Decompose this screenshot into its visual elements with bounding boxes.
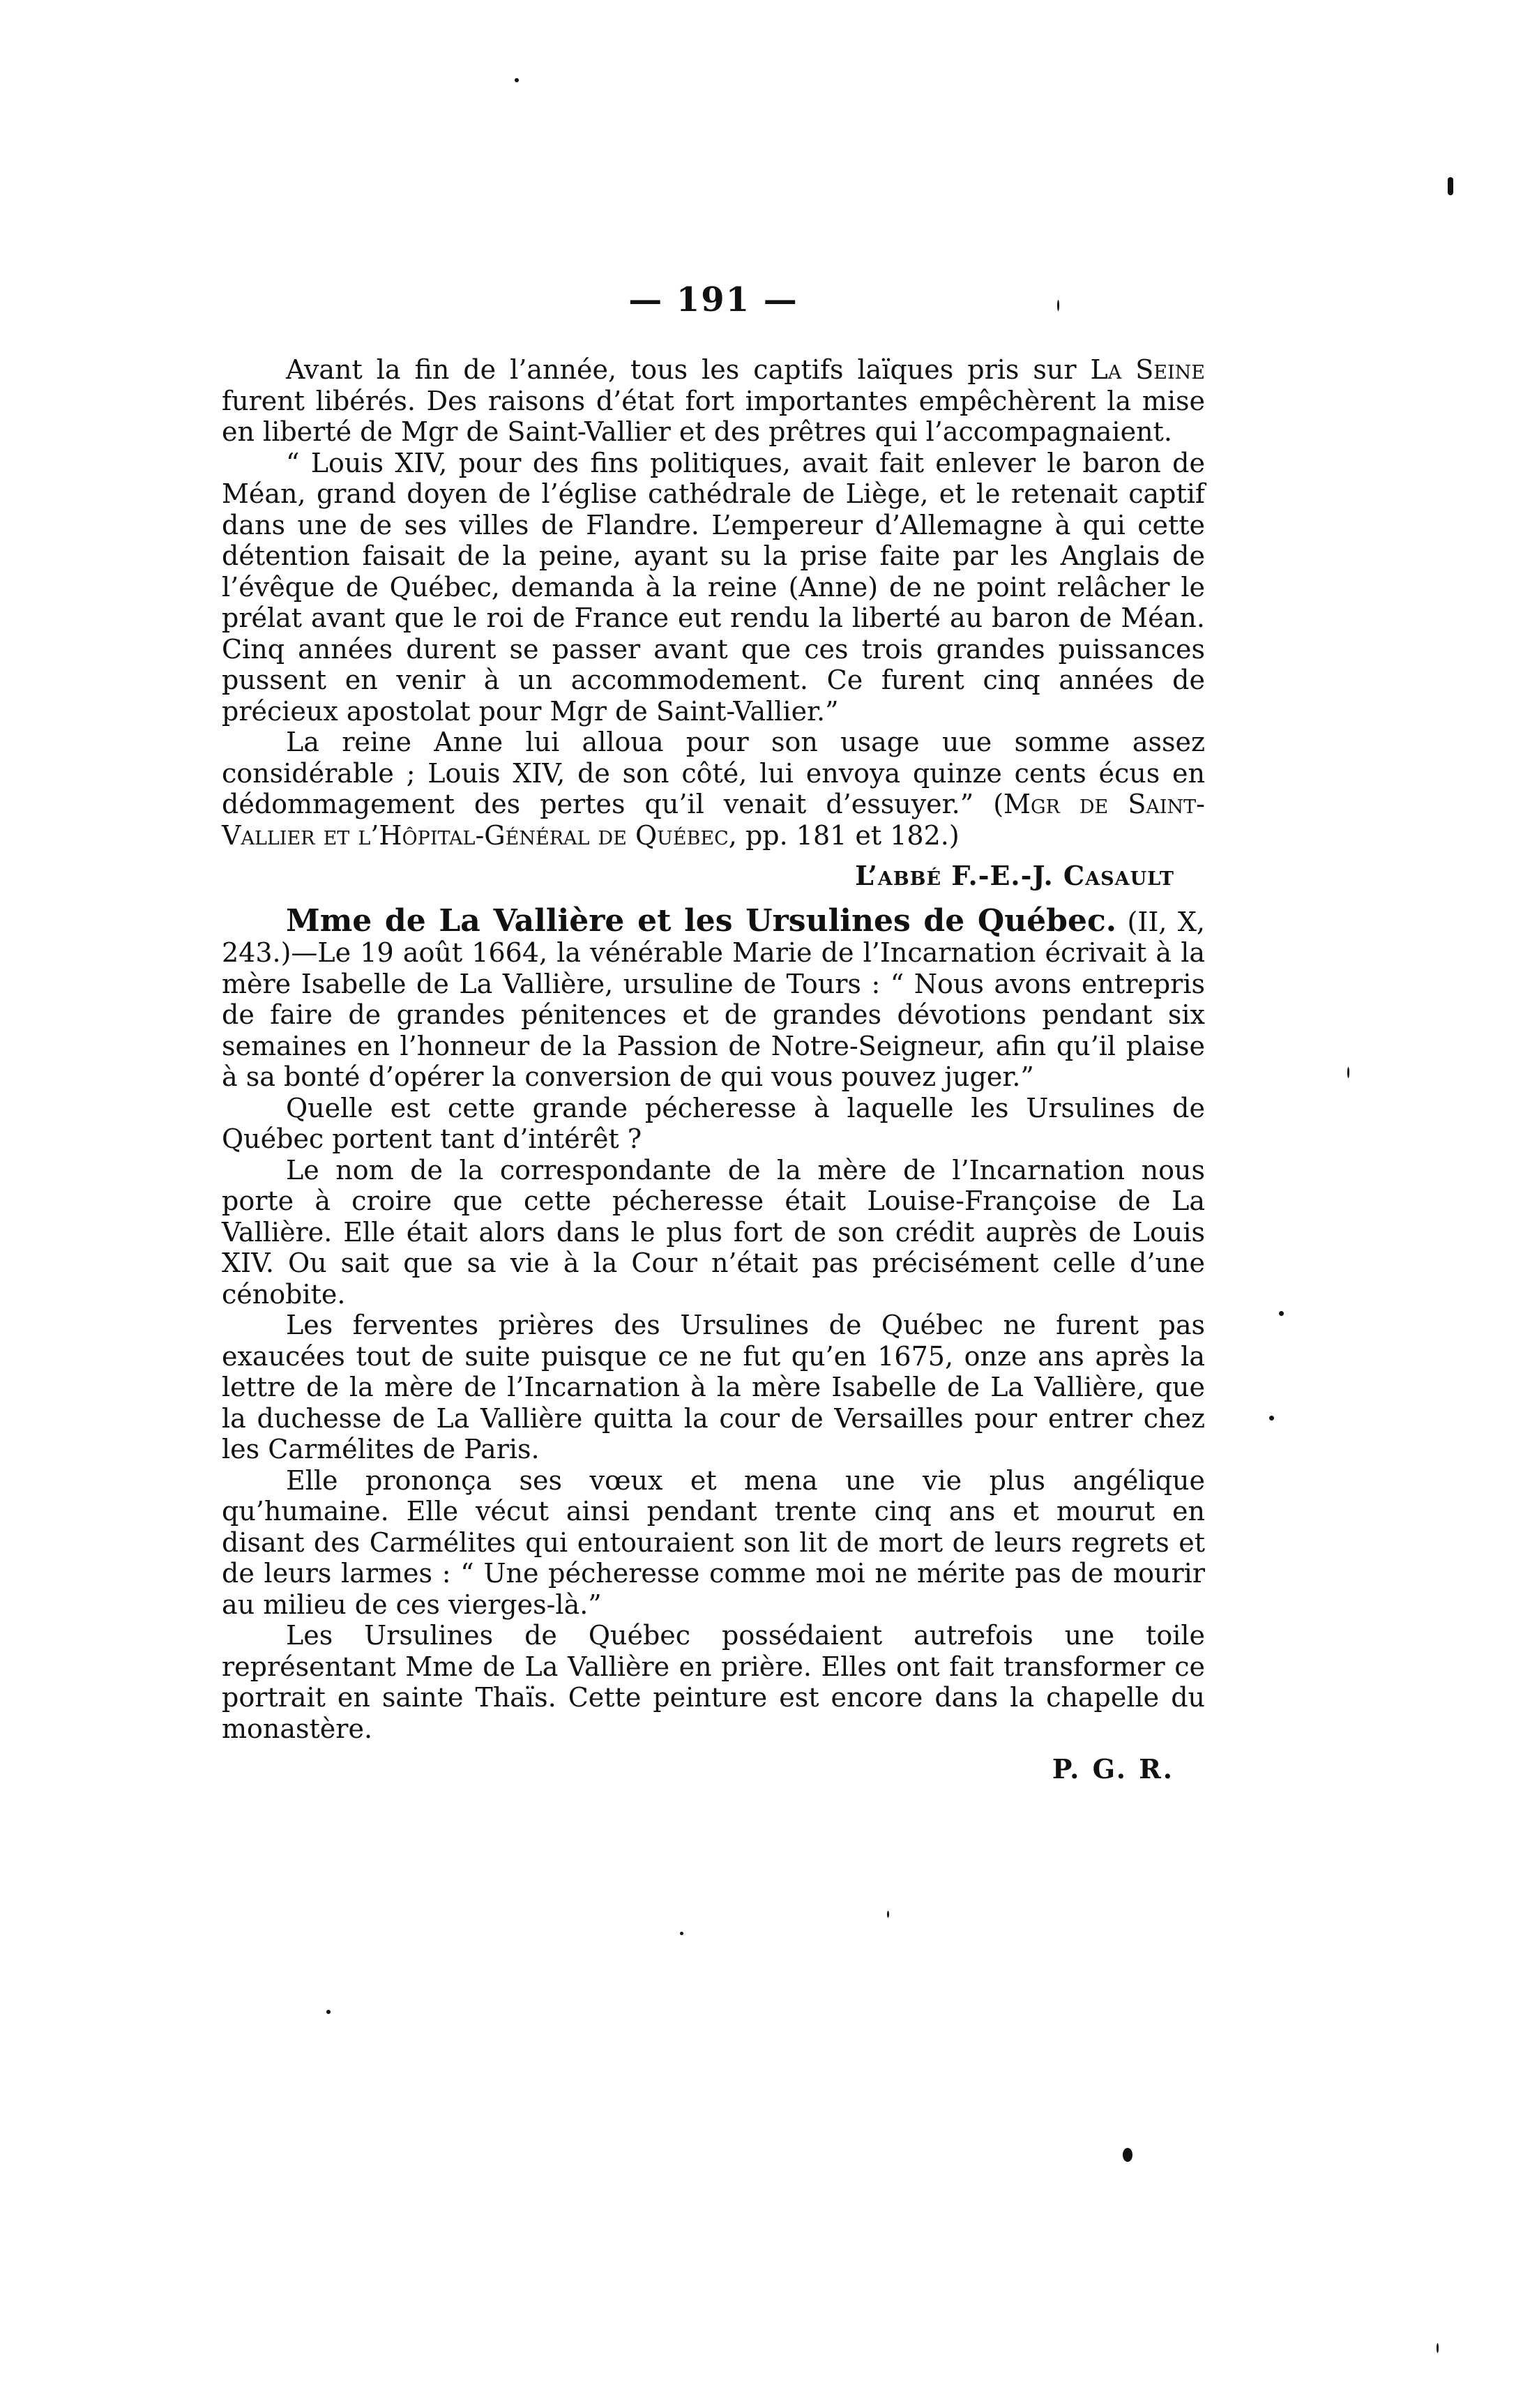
scan-speck: [515, 78, 519, 82]
paragraph: Elle prononça ses vœux et mena une vie plus angélique qu’humaine. Elle vécut ainsi pendant trente cinq ans et mourut en disant des Carmélites qui entouraient son lit de mort de leurs regrets et de leurs larmes : “ Une pécheresse comme moi ne mérite pas de mourir au milieu de ces vierges-là.”: [222, 1464, 1205, 1620]
paragraph-text: Avant la fin de l’année, tous les captifs laïques pris sur: [286, 354, 1091, 385]
scan-speck: [326, 2010, 331, 2014]
ship-name: La Seine: [1090, 354, 1205, 385]
scan-speck: [887, 1911, 889, 1918]
paragraph-text: , pp. 181 et 182.): [728, 819, 960, 851]
author-signature: P. G. R.: [1052, 1753, 1174, 1785]
scan-speck: [1437, 2343, 1439, 2353]
paragraph-text: “ Louis XIV, pour des fins politiques, avait fait enlever le baron de Méan, grand doyen de l’église cathédrale de Liège, et le retenait captif dans une de ses villes de Flandre. L’empereur d’Allemagne à qui cette détention faisait de la peine, ayant su la prise faite par les Anglais de l’évêque de Québec, demanda à la reine (Anne) de ne point relâcher le prélat avant que le roi de France eut rendu la liberté au baron de Méan. Cinq années durent se passer avant que ces trois grandes puissances pussent en venir à un accommodement. Ce furent cinq années de précieux apostolat pour Mgr de Saint-Vallier.”: [222, 447, 1205, 727]
scan-speck: [1347, 1067, 1349, 1078]
paragraph-text: (II, X, 243.)—Le 19 août 1664, la vénérable Marie de l’Incarnation écrivait à la mère Isabelle de La Vallière, ursuline de Tours : “ Nous avons entrepris de faire de grandes pénitences et de grandes dévotions pendant six semaines en l’honneur de la Passion de Notre-Seigneur, afin qu’il plaise à sa bonté d’opérer la conversion de qui vous pouvez juger.”: [222, 906, 1205, 1092]
source-citation: Mgr de Saint-Vallier et l’Hôpital-Général de Québec: [222, 789, 1205, 851]
text-column: [222, 279, 1205, 1785]
scan-speck: [1057, 300, 1059, 311]
paragraph-text: La reine Anne lui alloua pour son usage uue somme assez considérable ; Louis XIV, de son côté, lui envoya quinze cents écus en dédommagement des pertes qu’il venait d’essuyer.” (: [222, 727, 1205, 819]
author-signature: L’abbé F.-E.-J. Casault: [855, 860, 1174, 891]
scan-speck: [1123, 2148, 1132, 2162]
paragraph: Les ferventes prières des Ursulines de Québec ne furent pas exaucées tout de suite puisque ce ne fut qu’en 1675, onze ans après la lettre de la mère de l’Incarnation à la mère Isabelle de La Vallière, que la duchesse de La Vallière quitta la cour de Versailles pour entrer chez les Carmélites de Paris.: [222, 1310, 1205, 1464]
paragraph: Quelle est cette grande pécheresse à laquelle les Ursulines de Québec portent tant d’intérêt ?: [222, 1092, 1205, 1154]
paragraph: Le nom de la correspondante de la mère de l’Incarnation nous porte à croire que cette pécheresse était Louise-Françoise de La Vallière. Elle était alors dans le plus fort de son crédit auprès de Louis XIV. Ou sait que sa vie à la Cour n’était pas précisément celle d’une cénobite.: [222, 1154, 1205, 1310]
article-intro: [222, 902, 1205, 1093]
scan-speck: [1269, 1416, 1274, 1421]
paragraph: [222, 354, 1205, 448]
page-number: — 191 —: [628, 280, 798, 319]
article-title: Mme de La Vallière et les Ursulines de Québec.: [286, 902, 1117, 939]
scan-speck: [680, 1932, 683, 1935]
paragraph: [222, 727, 1205, 851]
paragraph: Les Ursulines de Québec possédaient autrefois une toile représentant Mme de La Vallière en prière. Elles ont fait transformer ce portrait en sainte Thaïs. Cette peinture est encore dans la chapelle du monastère.: [222, 1620, 1205, 1744]
scan-speck: [1279, 1311, 1284, 1316]
paragraph-text: furent libérés. Des raisons d’état fort importantes empêchèrent la mise en liberté de Mgr de Saint-Vallier et des prêtres qui l’accompagnaient.: [222, 385, 1205, 447]
scan-speck: [1448, 177, 1453, 195]
paragraph: [222, 448, 1205, 727]
